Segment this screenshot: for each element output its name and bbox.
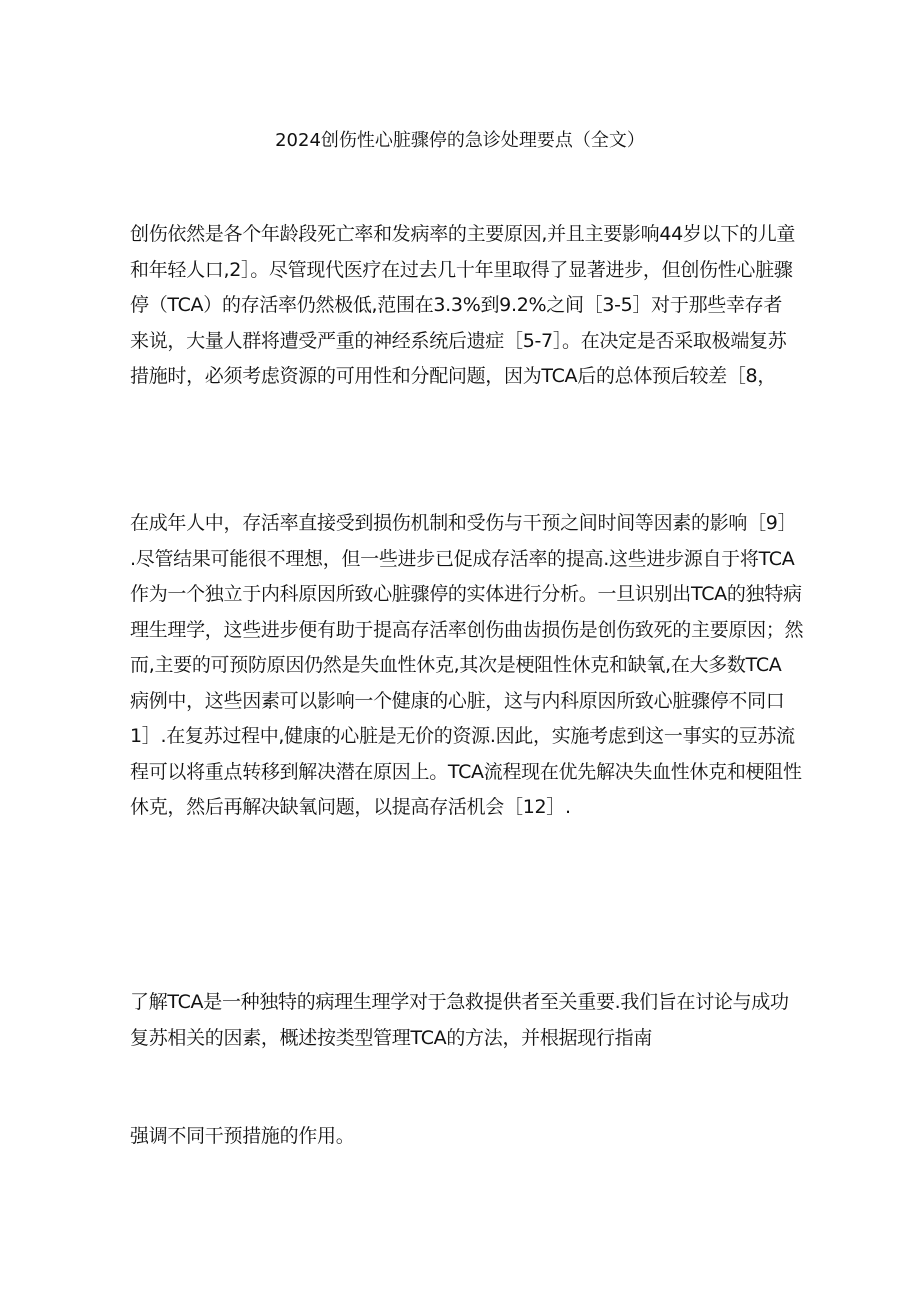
- paragraph-line: 1］.在复苏过程中,健康的心脏是无价的资源.因此，实施考虑到这一事实的豆苏流: [130, 725, 795, 747]
- paragraph-3: [130, 985, 802, 1056]
- document-title: 2024创伤性心脏骤停的急诊处理要点（全文）: [275, 130, 645, 151]
- paragraph-line: 强调不同干预措施的作用。: [130, 1125, 355, 1147]
- paragraph-2: [130, 506, 802, 826]
- paragraph-1: [130, 217, 802, 395]
- paragraph-line: 病例中，这些因素可以影响一个健康的心脏，这与内科原因所致心脏骤停不同口: [130, 689, 785, 712]
- paragraph-line: 作为一个独立于内科原因所致心脏骤停的实体进行分析。一旦识别出TCA的独特病: [130, 583, 802, 605]
- paragraph-line: 和年轻人口,2］。尽管现代医疗在过去几十年里取得了显著进步，但创伤性心脏骤: [130, 258, 793, 281]
- paragraph-line: 程可以将重点转移到解决潜在原因上。TCA流程现在优先解决失血性休克和梗阻性: [130, 760, 802, 783]
- paragraph-line: 在成年人中，存活率直接受到损伤机制和受伤与干预之间时间等因素的影响［9］: [130, 512, 797, 534]
- paragraph-line: 休克，然后再解决缺氧问题，以提高存活机会［12］.: [130, 796, 571, 818]
- paragraph-line: 理生理学，这些进步便有助于提高存活率创伤曲齿损伤是创伤致死的主要原因；然: [130, 618, 804, 641]
- paragraph-4: [130, 1119, 802, 1155]
- paragraph-line: 来说，大量人群将遭受严重的神经系统后遗症［5-7］。在决定是否采取极端复苏: [130, 329, 787, 352]
- paragraph-line: 措施时，必须考虑资源的可用性和分配问题，因为TCA后的总体预后较差［8，: [130, 365, 777, 387]
- paragraph-line: 复苏相关的因素，概述按类型管理TCA的方法，并根据现行指南: [130, 1026, 653, 1049]
- paragraph-line: 停（TCA）的存活率仍然极低,范围在3.3%到9.2%之间［3-5］对于那些幸存者: [130, 294, 783, 316]
- paragraph-line: .尽管结果可能很不理想，但一些进步已促成存活率的提高.这些进步源自于将TCA: [130, 547, 795, 570]
- paragraph-line: 创伤依然是各个年龄段死亡率和发病率的主要原因,并且主要影响44岁以下的儿童: [130, 223, 796, 245]
- paragraph-line: 而,主要的可预防原因仍然是失血性休克,其次是梗阻性休克和缺氧,在大多数TCA: [130, 654, 782, 676]
- paragraph-line: 了解TCA是一种独特的病理生理学对于急救提供者至关重要.我们旨在讨论与成功: [130, 991, 789, 1013]
